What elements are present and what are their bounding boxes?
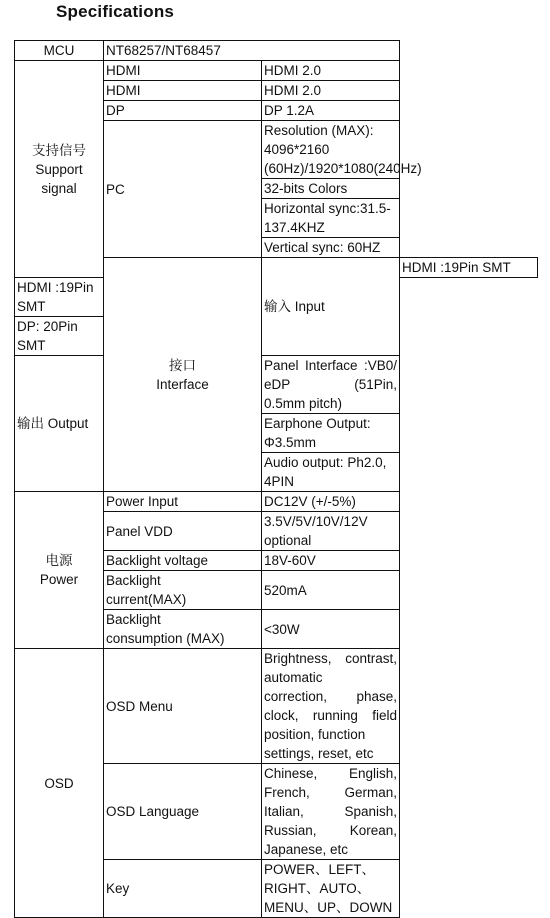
table-row [15,41,538,61]
power-value: 3.5V/5V/10V/12V optional [262,512,400,551]
osd-language-value [262,764,400,860]
backlight-consumption-line2: consumption (MAX) [106,631,225,646]
input-name: 输入 Input [262,258,400,356]
osd-key-line1: POWER、LEFT、RIGHT、AUTO、 [264,862,376,896]
support-value: HDMI 2.0 [262,61,400,81]
osd-menu-line1: Brightness, contrast, automatic [264,651,397,685]
osd-key-value [262,860,400,918]
support-name: HDMI [104,61,262,81]
pc-hsync: Horizontal sync:31.5-137.4KHZ [262,199,400,238]
osd-language-line1: Chinese, English, French, German, [264,766,397,800]
support-label-cn: 支持信号 [32,142,86,158]
support-name: DP [104,101,262,121]
osd-menu-name: OSD Menu [104,649,262,764]
table-row [15,356,538,414]
pc-name: PC [104,121,262,258]
table-row [15,61,538,81]
osd-language-line3: Japanese, etc [264,842,349,857]
input-item: DP: 20Pin SMT [15,317,104,356]
output-panel [262,356,400,414]
osd-key-name: Key [104,860,262,918]
osd-language-name: OSD Language [104,764,262,860]
support-name: HDMI [104,81,262,101]
support-value: HDMI 2.0 [262,81,400,101]
backlight-consumption-line1: Backlight [106,612,161,627]
support-value: DP 1.2A [262,101,400,121]
pc-resolution-value: 4096*2160 (60Hz)/1920*1080(240Hz) [264,142,422,176]
power-name: Power Input [104,492,262,512]
page-title: Specifications [56,2,175,21]
interface-label-cn: 接口 [169,357,196,373]
support-signal-category [15,61,104,278]
osd-menu-line2: correction, phase, clock, running field [264,689,397,723]
output-audio: Audio output: Ph2.0, 4PIN [262,453,400,492]
table-row [15,492,538,512]
osd-menu-value [262,649,400,764]
backlight-consumption-value: <30W [262,610,400,649]
input-item: HDMI :19Pin SMT [15,278,104,317]
interface-category [104,258,262,492]
pc-resolution [262,121,422,179]
pc-colors: 32-bits Colors [262,179,400,199]
output-name: 输出 Output [15,356,104,492]
support-label-en2: signal [41,180,77,196]
power-value: DC12V (+/-5%) [262,492,400,512]
pc-resolution-label: Resolution (MAX): [264,123,374,138]
osd-language-line2: Italian, Spanish, Russian, Korean, [264,804,397,838]
pc-vsync: Vertical sync: 60HZ [262,238,400,258]
support-label-en: Support [35,161,83,177]
backlight-current-value: 520mA [262,571,400,610]
backlight-consumption-name [104,610,262,649]
backlight-current-line2: current(MAX) [106,592,187,607]
mcu-value: NT68257/NT68457 [104,41,400,61]
backlight-current-name [104,571,262,610]
power-category [15,492,104,649]
mcu-label: MCU [15,41,104,61]
power-name: Panel VDD [104,512,262,551]
input-item: HDMI :19Pin SMT [400,258,538,278]
osd-category: OSD [15,649,104,918]
output-earphone: Earphone Output: Φ3.5mm [262,414,400,453]
power-label-en: Power [39,572,79,587]
backlight-current-line1: Backlight [106,573,161,588]
osd-menu-line3: position, function settings, reset, etc [264,727,374,761]
table-row [15,649,538,764]
output-panel-line2: 0.5mm pitch) [264,396,343,411]
power-value: 18V-60V [262,551,400,571]
power-label-cn: 电源 [45,553,73,568]
output-panel-line1: Panel Interface :VB0/ eDP (51Pin, [264,358,397,392]
osd-key-line2: MENU、UP、DOWN [264,900,393,915]
interface-label-en: Interface [156,376,209,392]
specifications-table [14,40,538,918]
power-name: Backlight voltage [104,551,262,571]
